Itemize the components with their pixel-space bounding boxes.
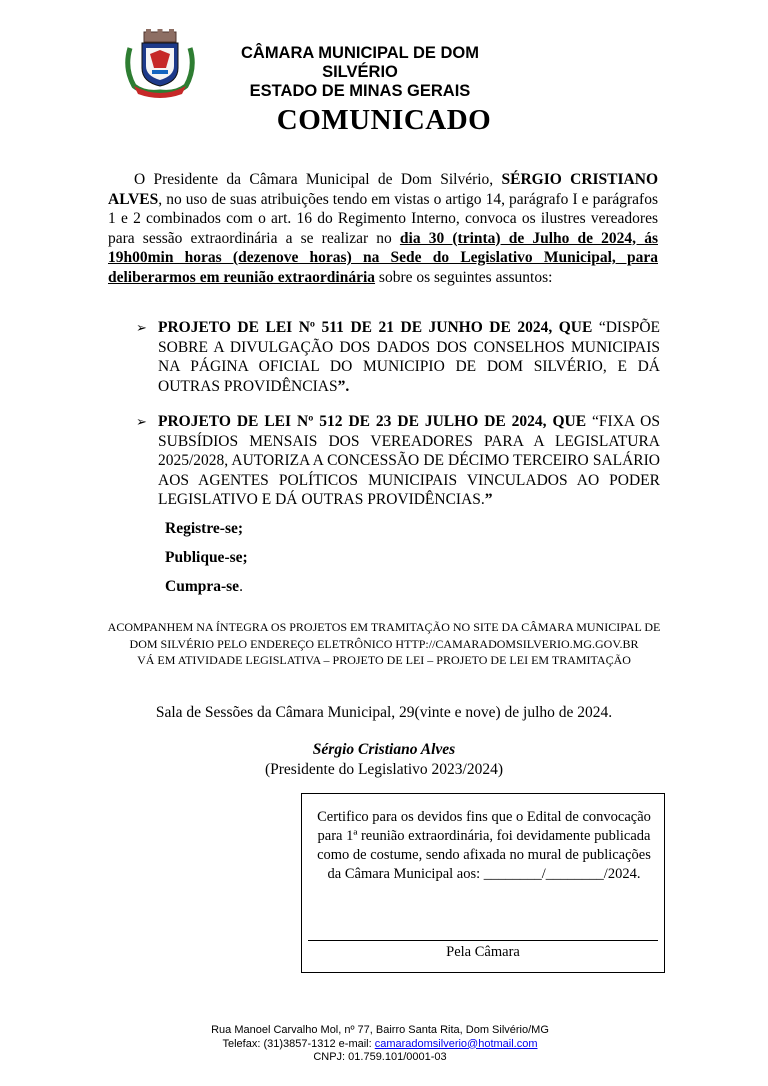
intro-text-3: sobre os seguintes assuntos: [375,268,553,286]
agenda-list [130,318,660,526]
certificate-box [301,793,665,973]
page-footer [140,1024,620,1065]
notice-line1: ACOMPANHEM NA ÍNTEGRA OS PROJETOS EM TRAMITAÇÃO NO SITE DA CÂMARA MUNICIPAL DE [107,620,661,634]
notice-line2: DOM SILVÉRIO PELO ENDEREÇO ELETRÔNICO HTTP://CAMARADOMSILVERIO.MG.GOV.BR [129,636,639,651]
document-title: COMUNICADO [276,104,492,136]
agenda-item-title: PROJETO DE LEI Nº 511 DE 21 DE JUNHO DE 2024, QUE [158,319,599,336]
notice-line3: VÁ EM ATIVIDADE LEGISLATIVA – PROJETO DE LEI – PROJETO DE LEI EM TRAMITAÇÃO [137,653,631,667]
footer-contact [140,1038,620,1052]
signoff-cumpra-text: Cumpra-se [165,578,240,595]
footer-cnpj: CNPJ: 01.759.101/0001-03 [313,1051,447,1063]
place-date: Sala de Sessões da Câmara Municipal, 29(vinte e nove) de julho de 2024. [155,704,613,721]
intro-text-2: , no uso de suas atribuições tendo em vistas o artigo 14, parágrafo I e parágrafos 1 e 2 combinados com o art. 16 do Regimento Interno, convoca os ilustres vereadores para sessão extraordinária a se realizar no [108,190,658,247]
organization-name [210,44,510,101]
signer-name: Sérgio Cristiano Alves [312,741,456,758]
signoff-list [165,514,248,601]
signoff-registre [165,514,248,543]
footer-address: Rua Manoel Carvalho Mol, nº 77, Bairro Santa Rita, Dom Silvério/MG [211,1024,549,1036]
footer-phone: Telefax: (31)3857-1312 e-mail: [222,1037,375,1050]
meeting-details: dia 30 (trinta) de Julho de 2024, ás 19h00min horas (dezenove horas) na Sede do Legislativo Municipal, para deliberarmos em reunião extraordinária [108,229,658,286]
signoff-registre-text: Registre-se [165,520,238,537]
website-notice [100,619,668,669]
signature-block [0,740,768,779]
signoff-punct: ; [237,520,244,537]
certificate-text: Certifico para os devidos fins que o Edital de convocação para 1ª reunião extraordinária, foi devidamente publicada como de costume, sendo afixada no mural de publicações da Câmara Municipal aos: ________/________/2024. [317,809,651,882]
signoff-publique [165,543,248,572]
signoff-publique-text: Publique-se [165,549,243,566]
signoff-punct: . [239,578,243,595]
agenda-item-end: ”. [337,377,350,395]
intro-text-1: O Presidente da Câmara Municipal de Dom Silvério, [134,171,502,188]
org-name-line1: CÂMARA MUNICIPAL DE DOM SILVÉRIO [240,44,480,81]
president-name: SÉRGIO CRISTIANO ALVES [108,171,658,208]
signature-line [308,940,658,941]
intro-paragraph [108,170,658,287]
agenda-item-text: “FIXA OS SUBSÍDIOS MENSAIS DOS VEREADORES PARA A LEGISLATURA 2025/2028, AUTORIZA A CONCESSÃO DE DÉCIMO TERCEIRO SALÁRIO AOS AGENTES POLÍTICOS MUNICIPAIS VINCULADOS AO PODER LEGISLATIVO E DÁ OUTRAS PROVIDÊNCIAS. [158,413,660,508]
agenda-item-title: PROJETO DE LEI Nº 512 DE 23 DE JULHO DE 2024, QUE [158,413,593,430]
agenda-item [130,318,660,396]
signoff-punct: ; [242,549,248,566]
signer-role: (Presidente do Legislativo 2023/2024) [264,760,504,778]
certificate-signature-label: Pela Câmara [446,944,520,960]
municipal-crest-icon [120,28,200,98]
org-state-line2: ESTADO DE MINAS GERAIS [249,82,471,100]
arrow-bullet-icon: ➢ [136,414,147,429]
signoff-cumpra [165,572,248,601]
email-link[interactable]: camaradomsilverio@hotmail.com [374,1037,538,1050]
arrow-bullet-icon: ➢ [136,320,147,335]
agenda-item [130,412,660,510]
letterhead [120,28,680,98]
agenda-item-text: “DISPÕE SOBRE A DIVULGAÇÃO DOS DADOS DOS CONSELHOS MUNICIPAIS NA PÁGINA OFICIAL DO MUNICIPIO DE DOM SILVÉRIO, E DÁ OUTRAS PROVIDÊNCIAS [158,319,660,395]
agenda-item-end: ” [484,491,493,508]
